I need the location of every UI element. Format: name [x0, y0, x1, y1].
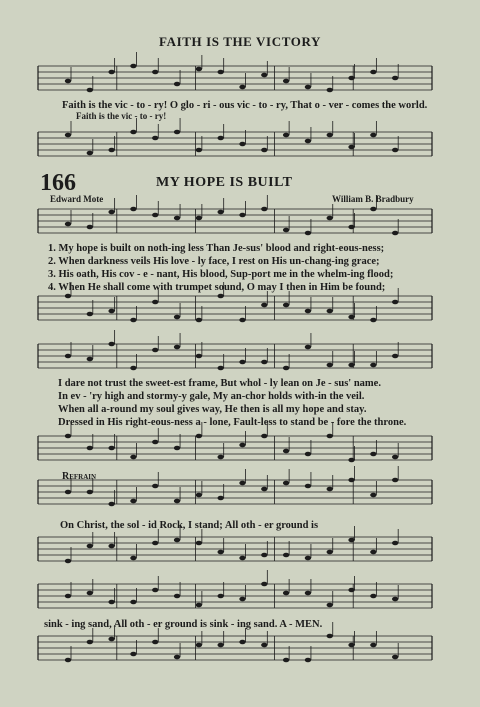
note-head	[87, 225, 93, 230]
note-head	[130, 318, 136, 323]
note-head	[130, 499, 136, 504]
note-head	[217, 643, 223, 648]
note-head	[327, 363, 333, 368]
note-head	[370, 550, 376, 555]
verse-3-line-a: 3. His oath, His cov - e - nant, His blood, Sup-port me in the whelm-ing flood;	[48, 269, 394, 280]
note-head	[130, 556, 136, 561]
note-head	[283, 366, 289, 371]
note-head	[239, 556, 245, 561]
hymn-number: 166	[40, 170, 76, 196]
verse-1-line-a: 1. My hope is built on noth-ing less Than Je-sus' blood and right-eous-ness;	[48, 243, 385, 254]
note-head	[108, 148, 114, 153]
note-head	[239, 443, 245, 448]
note-head	[130, 600, 136, 605]
note-head	[65, 294, 71, 299]
note-head	[174, 82, 180, 87]
note-head	[283, 449, 289, 454]
note-head	[196, 541, 202, 546]
note-head	[174, 538, 180, 543]
note-head	[152, 484, 158, 489]
note-head	[305, 345, 311, 350]
note-head	[65, 354, 71, 359]
note-head	[348, 363, 354, 368]
note-head	[108, 70, 114, 75]
note-head	[87, 544, 93, 549]
note-head	[305, 484, 311, 489]
note-head	[196, 493, 202, 498]
note-head	[261, 487, 267, 492]
refrain-line-1: On Christ, the sol - id Rock, I stand; All oth - er ground is	[60, 520, 319, 531]
note-head	[348, 225, 354, 230]
verse-3-line-b: When all a-round my soul gives way, He then is all my hope and stay.	[58, 404, 367, 415]
note-head	[305, 139, 311, 144]
note-head	[239, 597, 245, 602]
note-head	[152, 588, 158, 593]
note-head	[392, 300, 398, 305]
note-head	[261, 553, 267, 558]
note-head	[196, 216, 202, 221]
note-head	[392, 455, 398, 460]
note-head	[87, 88, 93, 93]
note-head	[305, 452, 311, 457]
note-head	[305, 658, 311, 663]
note-head	[327, 216, 333, 221]
note-head	[196, 603, 202, 608]
note-head	[392, 541, 398, 546]
note-head	[174, 499, 180, 504]
note-head	[152, 70, 158, 75]
refrain-line-2: sink - ing sand, All oth - er ground is sink - ing sand. A - MEN.	[44, 619, 323, 630]
note-head	[261, 643, 267, 648]
note-head	[305, 309, 311, 314]
note-head	[87, 312, 93, 317]
note-head	[392, 655, 398, 660]
note-head	[87, 591, 93, 596]
verse-4-line-a: 4. When He shall come with trumpet sound, O may I then in Him be found;	[48, 282, 386, 293]
note-head	[65, 133, 71, 138]
note-head	[130, 455, 136, 460]
note-head	[283, 79, 289, 84]
note-head	[174, 130, 180, 135]
note-head	[130, 366, 136, 371]
note-head	[370, 594, 376, 599]
note-head	[152, 440, 158, 445]
note-head	[348, 458, 354, 463]
note-head	[174, 446, 180, 451]
note-head	[152, 640, 158, 645]
note-head	[87, 446, 93, 451]
note-head	[108, 446, 114, 451]
note-head	[348, 643, 354, 648]
hymn-composer: William B. Bradbury	[332, 194, 414, 204]
note-head	[392, 148, 398, 153]
note-head	[174, 655, 180, 660]
note-head	[261, 582, 267, 587]
note-head	[217, 366, 223, 371]
note-head	[239, 360, 245, 365]
note-head	[239, 213, 245, 218]
note-head	[217, 496, 223, 501]
note-head	[108, 502, 114, 507]
note-head	[217, 294, 223, 299]
note-head	[327, 603, 333, 608]
note-head	[174, 315, 180, 320]
note-head	[239, 85, 245, 90]
note-head	[327, 309, 333, 314]
note-head	[130, 64, 136, 69]
note-head	[174, 216, 180, 221]
note-head	[65, 79, 71, 84]
hymn-title: MY HOPE IS BUILT	[156, 175, 293, 190]
note-head	[261, 303, 267, 308]
note-head	[196, 434, 202, 439]
note-head	[174, 345, 180, 350]
note-head	[239, 142, 245, 147]
note-head	[239, 481, 245, 486]
note-head	[108, 544, 114, 549]
note-head	[130, 652, 136, 657]
note-head	[392, 597, 398, 602]
note-head	[283, 553, 289, 558]
verse-2-line-a: 2. When darkness veils His love - ly face, I rest on His un-chang-ing grace;	[48, 256, 380, 267]
top-hymn-title: FAITH IS THE VICTORY	[159, 34, 321, 49]
note-head	[305, 556, 311, 561]
top-hymn-bass-lyric: Faith is the vic - to - ry!	[76, 111, 167, 121]
note-head	[261, 207, 267, 212]
note-head	[65, 559, 71, 564]
note-head	[283, 658, 289, 663]
note-head	[392, 354, 398, 359]
note-head	[370, 70, 376, 75]
verse-2-line-b: In ev - 'ry high and stormy-y gale, My an-chor holds with-in the veil.	[58, 391, 365, 402]
note-head	[217, 550, 223, 555]
note-head	[327, 133, 333, 138]
note-head	[348, 315, 354, 320]
note-head	[217, 210, 223, 215]
note-head	[348, 478, 354, 483]
note-head	[305, 231, 311, 236]
verse-4-line-b: Dressed in His right-eous-ness a - lone, Fault-less to stand be - fore the throne.	[58, 417, 407, 428]
note-head	[327, 634, 333, 639]
note-head	[217, 594, 223, 599]
note-head	[370, 643, 376, 648]
note-head	[327, 550, 333, 555]
note-head	[370, 207, 376, 212]
note-head	[261, 360, 267, 365]
note-head	[348, 145, 354, 150]
note-head	[152, 348, 158, 353]
note-head	[370, 452, 376, 457]
note-head	[65, 490, 71, 495]
note-head	[261, 148, 267, 153]
note-head	[392, 231, 398, 236]
note-head	[130, 130, 136, 135]
note-head	[152, 300, 158, 305]
note-head	[130, 207, 136, 212]
note-head	[87, 357, 93, 362]
note-head	[217, 136, 223, 141]
note-head	[392, 76, 398, 81]
note-head	[283, 481, 289, 486]
note-head	[370, 133, 376, 138]
note-head	[305, 591, 311, 596]
note-head	[65, 222, 71, 227]
note-head	[196, 354, 202, 359]
note-head	[108, 309, 114, 314]
note-head	[348, 76, 354, 81]
note-head	[327, 434, 333, 439]
note-head	[108, 637, 114, 642]
note-head	[108, 342, 114, 347]
note-head	[217, 70, 223, 75]
note-head	[196, 67, 202, 72]
note-head	[370, 363, 376, 368]
note-head	[283, 303, 289, 308]
note-head	[196, 643, 202, 648]
note-head	[370, 318, 376, 323]
note-head	[261, 73, 267, 78]
note-head	[87, 151, 93, 156]
note-head	[261, 434, 267, 439]
note-head	[152, 136, 158, 141]
note-head	[239, 640, 245, 645]
note-head	[370, 493, 376, 498]
note-head	[152, 541, 158, 546]
note-head	[65, 658, 71, 663]
note-head	[152, 213, 158, 218]
note-head	[108, 600, 114, 605]
hymn-author: Edward Mote	[50, 194, 104, 204]
note-head	[283, 228, 289, 233]
note-head	[283, 591, 289, 596]
note-head	[305, 85, 311, 90]
note-head	[217, 455, 223, 460]
note-head	[283, 133, 289, 138]
note-head	[196, 318, 202, 323]
verse-1-line-b: I dare not trust the sweet-est frame, But whol - ly lean on Je - sus' name.	[58, 378, 381, 389]
note-head	[327, 88, 333, 93]
note-head	[65, 594, 71, 599]
note-head	[348, 588, 354, 593]
note-head	[348, 538, 354, 543]
top-hymn-lyric: Faith is the vic - to - ry! O glo - ri - ous vic - to - ry, That o - ver - comes the world.	[62, 100, 428, 111]
refrain-label: Refrain	[62, 471, 97, 482]
note-head	[174, 594, 180, 599]
note-head	[239, 318, 245, 323]
note-head	[87, 490, 93, 495]
note-head	[65, 434, 71, 439]
note-head	[392, 478, 398, 483]
note-head	[87, 640, 93, 645]
note-head	[196, 148, 202, 153]
note-head	[327, 487, 333, 492]
note-head	[108, 210, 114, 215]
